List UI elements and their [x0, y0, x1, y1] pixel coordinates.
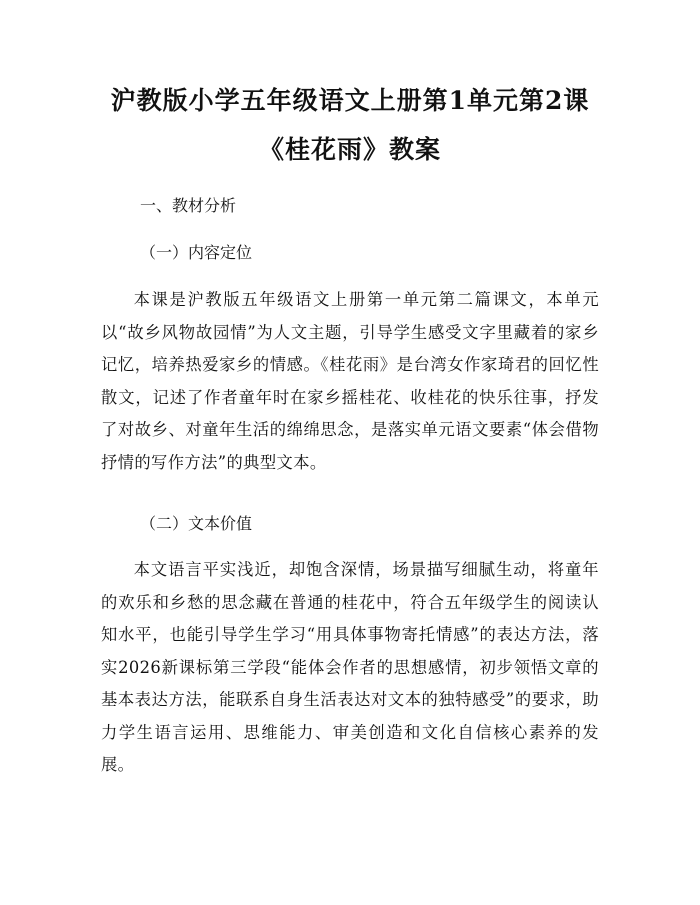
document-title-line2: 《桂花雨》教案	[258, 135, 441, 164]
section-heading-textbook-analysis: 一、教材分析	[140, 196, 237, 215]
paragraph-content-positioning: 本课是沪教版五年级语文上册第一单元第二篇课文，本单元以“故乡风物故园情”为人文主题，引导学生感受文字里藏着的家乡记忆，培养热爱家乡的情感。《桂花雨》是台湾女作家琦君的回忆性散文，记述了作者童年时在家乡摇桂花、收桂花的快乐往事，抒发了对故乡、对童年生活的绵绵思念，是落实单元语文要素“体会借物抒情的写作方法”的典型文本。	[101, 290, 599, 472]
subsection-heading-content-positioning: （一）内容定位	[140, 243, 253, 262]
paragraph-text-value: 本文语言平实浅近，却饱含深情，场景描写细腻生动，将童年的欢乐和乡愁的思念藏在普通的桂花中，符合五年级学生的阅读认知水平，也能引导学生学习“用具体事物寄托情感”的表达方法，落实2026新课标第三学段“能体会作者的思想感情，初步领悟文章的基本表达方法，能联系自身生活表达对文本的独特感受”的要求，助力学生语言运用、思维能力、审美创造和文化自信核心素养的发展。	[101, 560, 599, 774]
subsection-heading-text-value: （二）文本价值	[140, 514, 253, 533]
document-title-line1: 沪教版小学五年级语文上册第1单元第2课	[110, 86, 590, 115]
